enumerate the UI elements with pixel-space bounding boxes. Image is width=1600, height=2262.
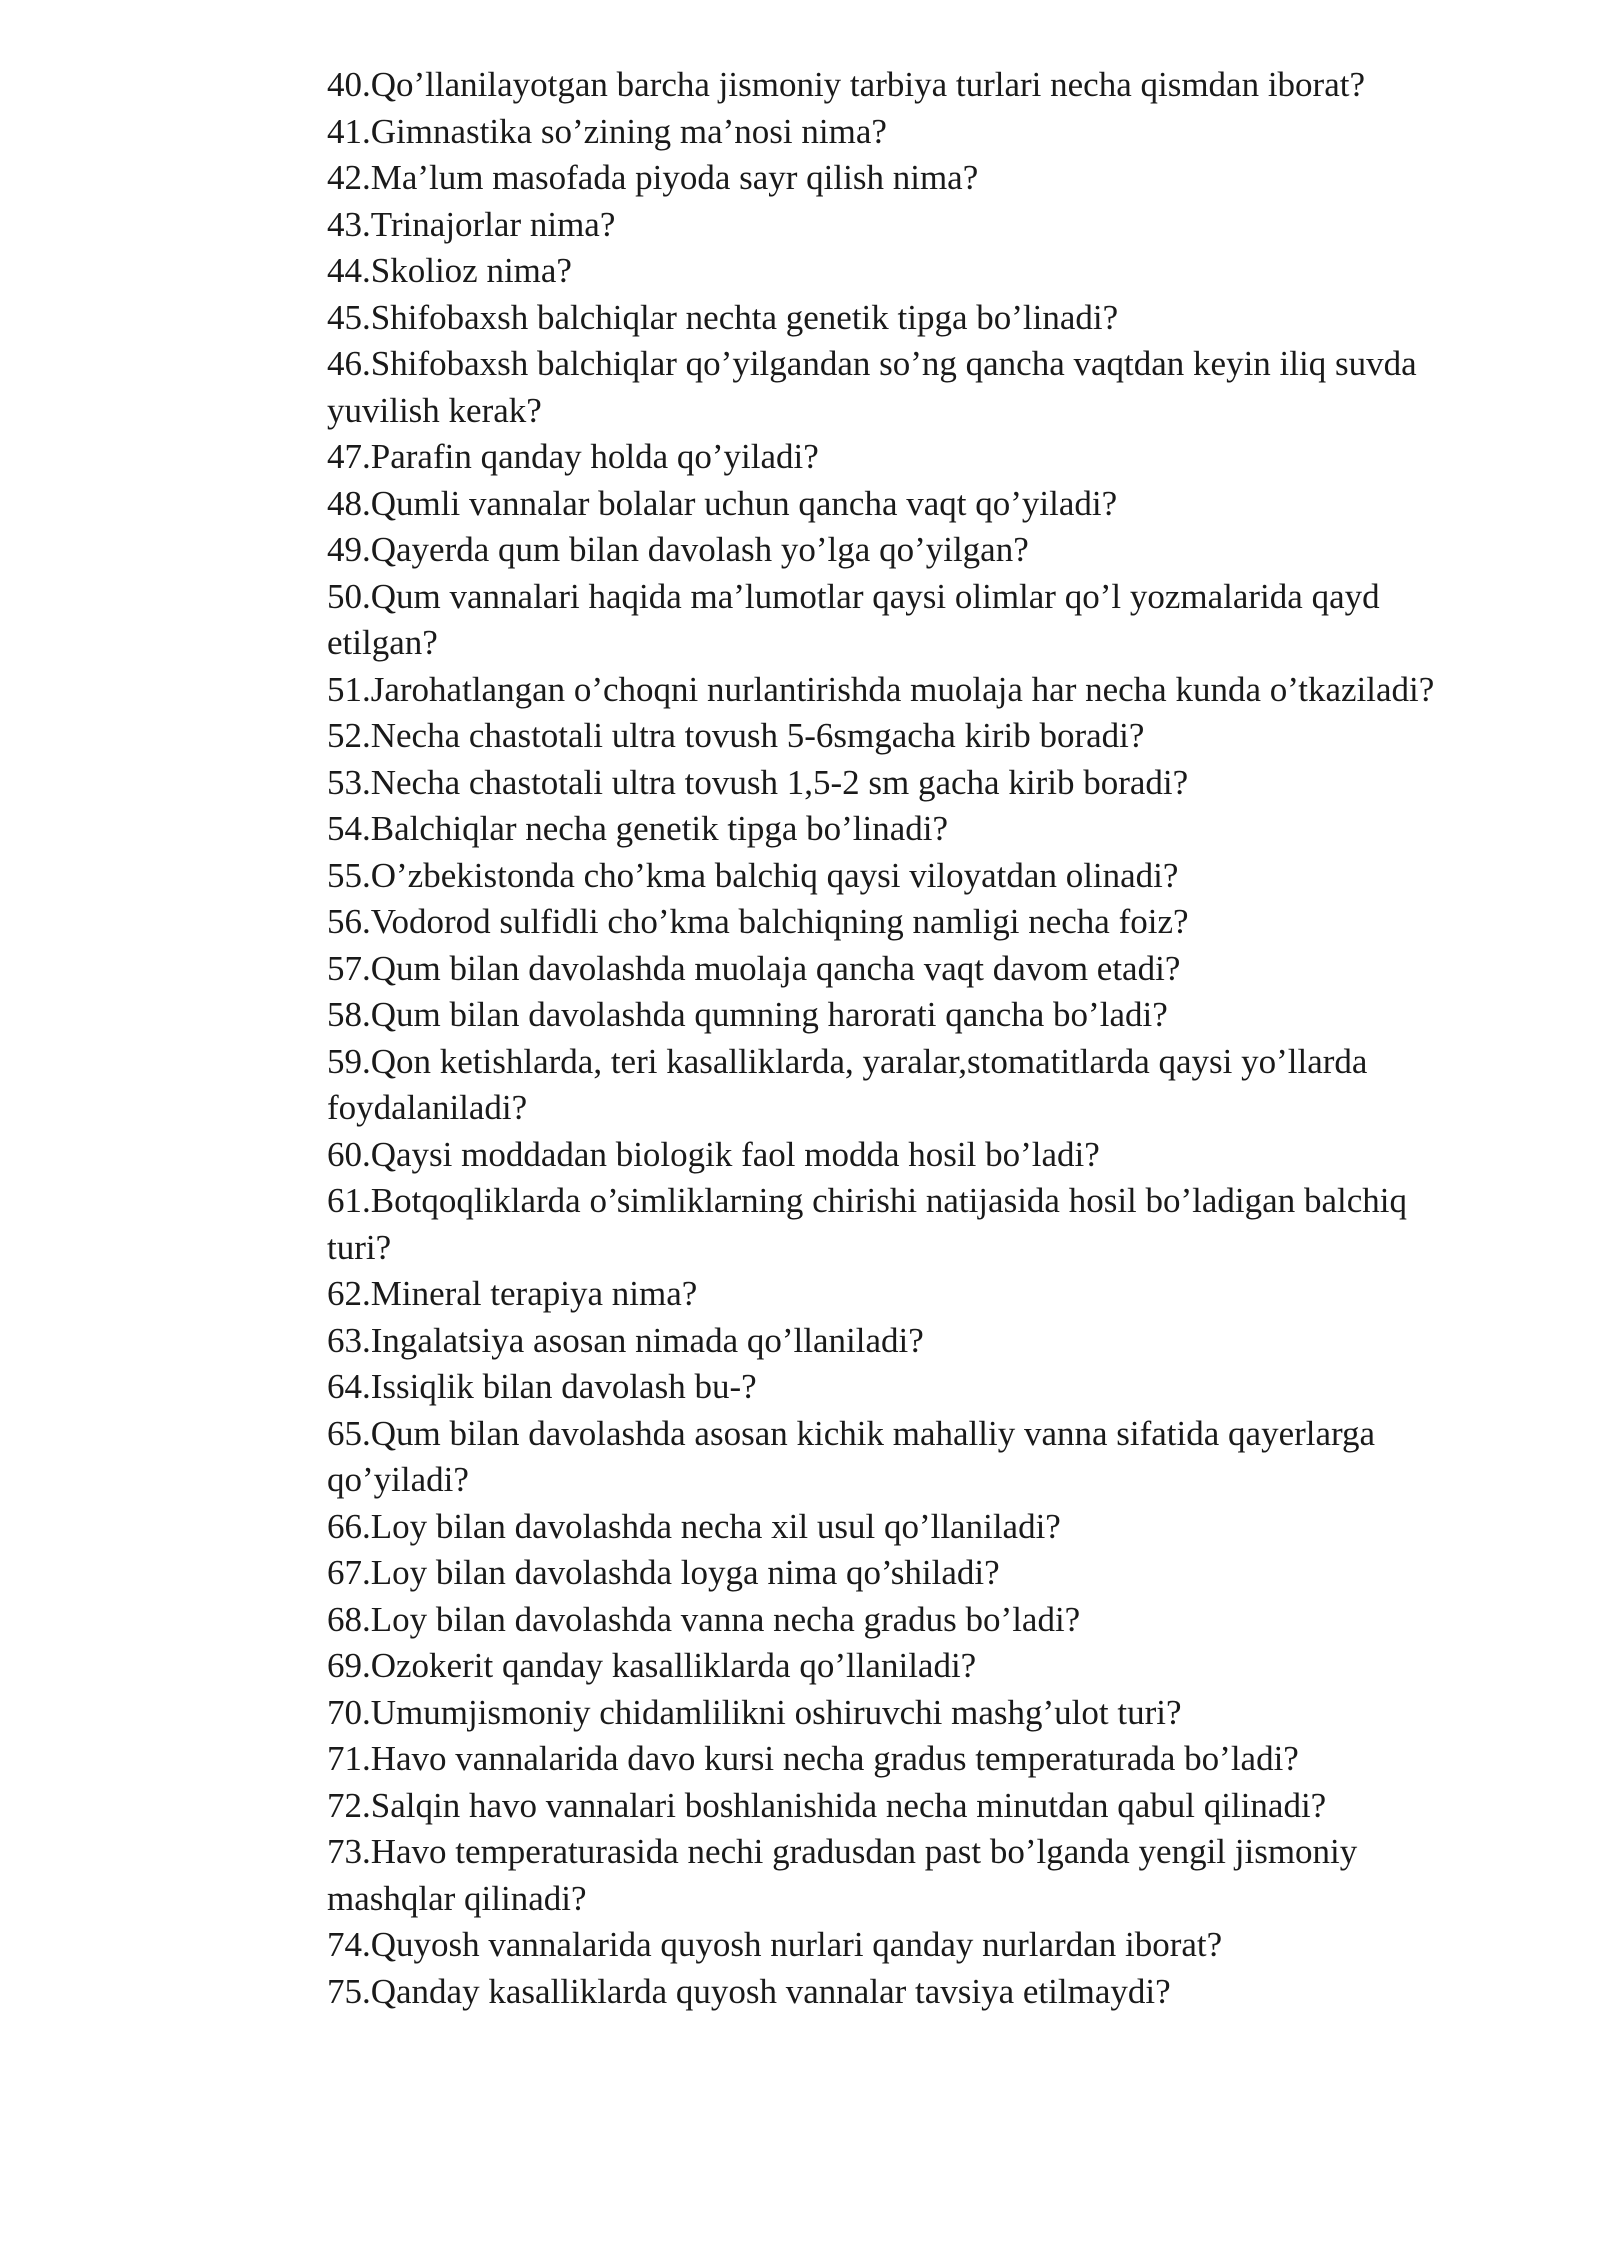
question-item: 69.Ozokerit qanday kasalliklarda qo’llaniladi? [327,1646,977,1685]
question-item: 48.Qumli vannalar bolalar uchun qancha vaqt qo’yiladi? [327,483,1118,523]
question-item: 70.Umumjismoniy chidamlilikni oshiruvchi mashg’ulot turi? [327,1692,1182,1732]
question-item: 68.Loy bilan davolashda vanna necha gradus bo’ladi? [327,1599,1081,1639]
question-item: 50.Qum vannalari haqida ma’lumotlar qaysi olimlar qo’l yozmalarida qayd etilgan? [327,576,1380,662]
question-item: 52.Necha chastotali ultra tovush 5-6smgacha kirib boradi? [327,716,1145,755]
question-item: 45.Shifobaxsh balchiqlar nechta genetik tipga bo’linadi? [327,297,1119,337]
question-item: 71.Havo vannalarida davo kursi necha gradus temperaturada bo’ladi? [327,1739,1299,1778]
question-item: 41.Gimnastika so’zining ma’nosi nima? [327,111,887,151]
question-item: 66.Loy bilan davolashda necha xil usul qo’llaniladi? [327,1506,1061,1546]
question-list [327,62,1467,2015]
question-item: 40.Qo’llanilayotgan barcha jismoniy tarbiya turlari necha qismdan iborat? [327,65,1366,104]
question-item: 75.Qanday kasalliklarda quyosh vannalar tavsiya etilmaydi? [327,1971,1171,2011]
question-item: 42.Ma’lum masofada piyoda sayr qilish nima? [327,158,979,197]
question-item: 57.Qum bilan davolashda muolaja qancha vaqt davom etadi? [327,948,1181,988]
question-item: 53.Necha chastotali ultra tovush 1,5-2 sm gacha kirib boradi? [327,762,1189,802]
question-item: 60.Qaysi moddadan biologik faol modda hosil bo’ladi? [327,1134,1100,1174]
question-item: 54.Balchiqlar necha genetik tipga bo’linadi? [327,809,949,848]
question-item: 61.Botqoqliklarda o’simliklarning chirishi natijasida hosil bo’ladigan balchiq turi? [327,1181,1407,1267]
question-item: 49.Qayerda qum bilan davolash yo’lga qo’yilgan? [327,530,1029,569]
question-item: 44.Skolioz nima? [327,251,572,290]
question-item: 67.Loy bilan davolashda loyga nima qo’shiladi? [327,1553,1000,1592]
question-item: 64.Issiqlik bilan davolash bu-? [327,1367,757,1406]
question-item: 62.Mineral terapiya nima? [327,1274,698,1313]
question-item: 59.Qon ketishlarda, teri kasalliklarda, yaralar,stomatitlarda qaysi yo’llarda foydalaniladi? [327,1041,1368,1127]
question-item: 63.Ingalatsiya asosan nimada qo’llaniladi? [327,1320,924,1360]
question-item: 56.Vodorod sulfidli cho’kma balchiqning namligi necha foiz? [327,902,1189,941]
question-item: 47.Parafin qanday holda qo’yiladi? [327,437,819,476]
question-item: 43.Trinajorlar nima? [327,204,616,244]
question-item: 74.Quyosh vannalarida quyosh nurlari qanday nurlardan iborat? [327,1925,1223,1964]
question-item: 46.Shifobaxsh balchiqlar qo’yilgandan so’ng qancha vaqtdan keyin iliq suvda yuvilish kerak? [327,344,1417,430]
question-item: 73.Havo temperaturasida nechi gradusdan past bo’lganda yengil jismoniy mashqlar qilinadi? [327,1832,1358,1918]
question-item: 55.O’zbekistonda cho’kma balchiq qaysi viloyatdan olinadi? [327,855,1179,895]
question-item: 65.Qum bilan davolashda asosan kichik mahalliy vanna sifatida qayerlarga qo’yiladi? [327,1413,1376,1499]
question-item: 72.Salqin havo vannalari boshlanishida necha minutdan qabul qilinadi? [327,1785,1327,1825]
question-item: 51.Jarohatlangan o’choqni nurlantirishda muolaja har necha kunda o’tkaziladi? [327,669,1435,709]
question-item: 58.Qum bilan davolashda qumning harorati qancha bo’ladi? [327,995,1168,1034]
